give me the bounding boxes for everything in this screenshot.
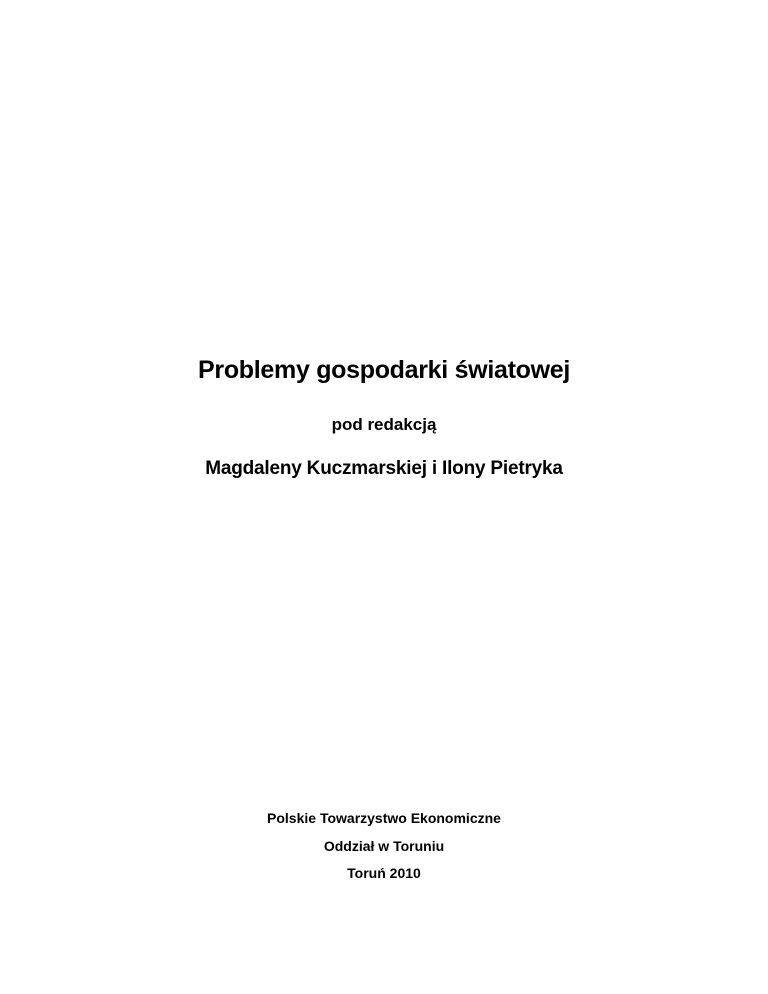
publisher-name: Polskie Towarzystwo Ekonomiczne [267, 810, 501, 826]
publisher-branch: Oddział w Toruniu [323, 838, 445, 854]
place-and-year: Toruń 2010 [347, 865, 421, 881]
editors-names: Magdaleny Kuczmarskiej i Ilony Pietryka [205, 458, 563, 479]
book-title: Problemy gospodarki światowej [198, 356, 570, 384]
editorship-label: pod redakcją [331, 415, 437, 434]
